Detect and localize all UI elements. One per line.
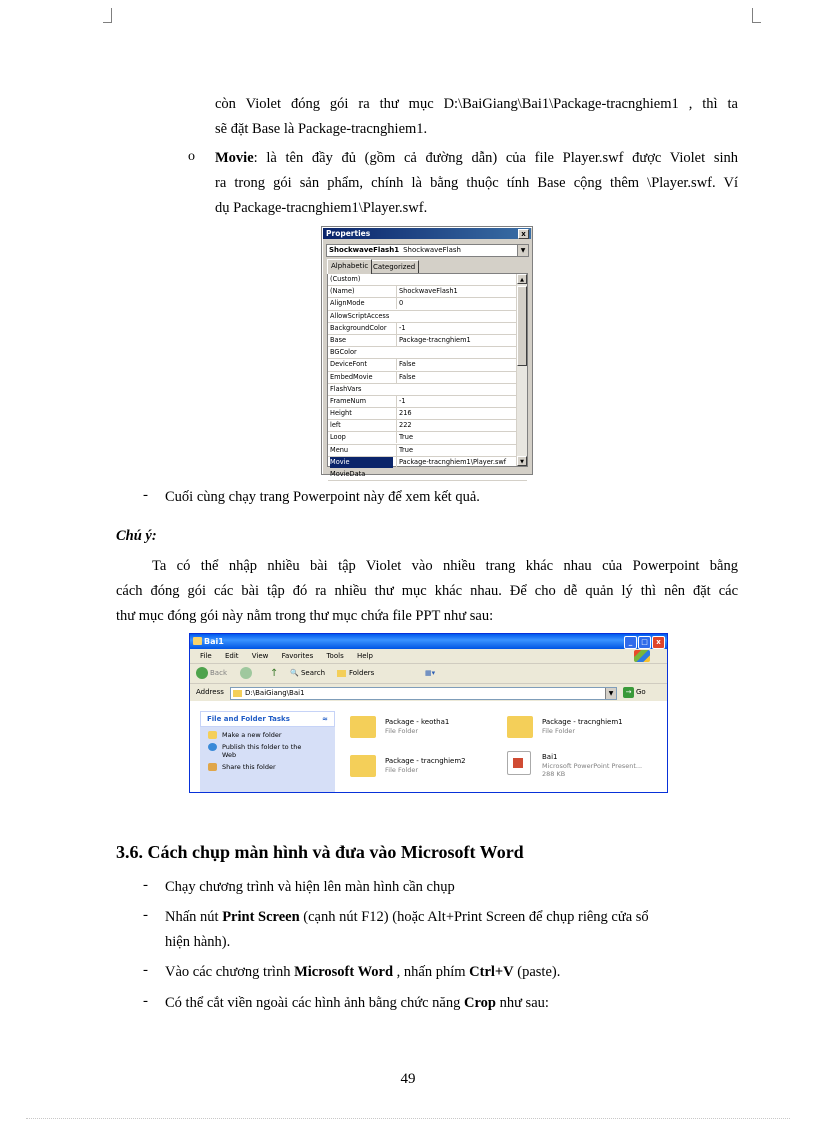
dash-marker: -: [143, 877, 148, 893]
page-edge: [26, 1118, 790, 1119]
property-name: BGColor: [330, 348, 357, 357]
search-icon: 🔍: [290, 669, 299, 677]
explorer-title-bar: Bai1 _ □ x: [190, 634, 667, 649]
menu-view[interactable]: View: [251, 652, 269, 660]
property-name: FrameNum: [330, 396, 367, 405]
file-item[interactable]: Package - tracnghiem1 File Folder: [507, 714, 647, 746]
toolbar: [190, 664, 667, 684]
note-title: Chú ý:: [116, 528, 157, 544]
property-row[interactable]: [328, 286, 527, 298]
object-selector[interactable]: ShockwaveFlash1 ShockwaveFlash ▼: [326, 244, 529, 257]
search-button[interactable]: 🔍 Search: [290, 669, 326, 677]
property-name: MovieData: [330, 470, 366, 478]
forward-arrow-icon: [240, 667, 252, 679]
property-name: AllowScriptAccess: [330, 311, 390, 320]
properties-title-bar: Properties x: [323, 228, 531, 239]
scroll-thumb[interactable]: [517, 286, 527, 366]
views-icon[interactable]: ▦▾: [425, 669, 436, 677]
chevron-down-icon[interactable]: ▼: [517, 245, 528, 256]
property-name: (Custom): [330, 275, 361, 283]
property-name: Menu: [330, 445, 349, 454]
folders-icon: [337, 670, 346, 677]
property-value[interactable]: 0: [396, 298, 511, 309]
close-icon[interactable]: x: [652, 636, 665, 649]
step-2: Nhấn nút Print Screen (cạnh nút F12) (hoặc Alt+Print Screen để chụp riêng cửa sổ: [165, 909, 649, 925]
property-row[interactable]: [328, 298, 527, 310]
explorer-content: [190, 701, 667, 792]
property-row[interactable]: [328, 311, 527, 323]
close-icon[interactable]: x: [518, 229, 529, 239]
movie-line-2: ra trong gói sản phẩm, chính là bằng thuộc tính Base cộng thêm \Player.swf. Ví: [215, 175, 738, 191]
task-panel-header[interactable]: File and Folder Tasks ≈: [200, 711, 335, 727]
folder-icon: [233, 690, 242, 697]
property-name: FlashVars: [330, 384, 362, 393]
property-row[interactable]: [328, 323, 527, 335]
property-value[interactable]: ShockwaveFlash1: [396, 286, 511, 297]
bullet-text: Cuối cùng chạy trang Powerpoint này để xem kết quả.: [165, 489, 480, 505]
task-panel: [200, 711, 335, 792]
menu-tools[interactable]: Tools: [326, 652, 344, 660]
movie-term: Movie: [215, 150, 254, 166]
explorer-window: [189, 633, 668, 793]
property-row[interactable]: [328, 420, 527, 432]
paragraph-line: còn Violet đóng gói ra thư mục D:\BaiGiang\Bai1\Package-tracnghiem1 , thì ta: [215, 96, 738, 112]
folders-button[interactable]: Folders: [335, 664, 374, 683]
property-value[interactable]: 216: [396, 408, 511, 419]
tab-alphabetic[interactable]: Alphabetic: [327, 259, 372, 274]
property-value[interactable]: -1: [396, 396, 511, 407]
back-arrow-icon: [196, 667, 208, 679]
task-share-folder[interactable]: Share this folder: [200, 763, 335, 771]
step-3: Vào các chương trình Microsoft Word , nhấn phím Ctrl+V (paste).: [165, 964, 561, 980]
property-name: Base: [330, 335, 347, 344]
scrollbar[interactable]: [516, 274, 527, 466]
task-make-folder[interactable]: Make a new folder: [200, 731, 335, 739]
properties-window: [321, 226, 533, 478]
property-grid[interactable]: [327, 273, 528, 478]
crop-mark-top-right: [752, 8, 761, 23]
folder-icon: [507, 716, 533, 738]
note-line-2: cách đóng gói các bài tập đó ra nhiều thư mục khác nhau. Để cho dễ quản lý thì nên đặt các: [116, 583, 738, 599]
dash-marker: -: [143, 993, 148, 1009]
property-name: Loop: [330, 433, 346, 442]
file-item[interactable]: Bai1 Microsoft PowerPoint Present... 288 KB: [507, 749, 647, 781]
property-name: Height: [330, 409, 352, 418]
dash-marker: -: [143, 487, 148, 503]
property-value[interactable]: -1: [396, 323, 511, 334]
property-row[interactable]: [328, 359, 527, 371]
property-value[interactable]: Package-tracnghiem1\Player.swf: [396, 457, 511, 468]
scroll-down-icon[interactable]: ▼: [517, 456, 527, 466]
up-folder-icon[interactable]: ↑: [270, 668, 279, 679]
chevron-down-icon[interactable]: ▼: [605, 688, 616, 699]
dash-marker: -: [143, 907, 148, 923]
property-name: DeviceFont: [330, 360, 367, 369]
bullet-marker: o: [188, 149, 195, 164]
property-name: AlignMode: [330, 299, 365, 308]
menu-edit[interactable]: Edit: [224, 652, 239, 660]
property-row[interactable]: [328, 432, 527, 444]
step-1: Chạy chương trình và hiện lên màn hình cần chụp: [165, 879, 455, 895]
section-heading: 3.6. Cách chụp màn hình và đưa vào Microsoft Word: [116, 842, 524, 862]
dash-marker: -: [143, 962, 148, 978]
windows-logo-icon: [634, 650, 650, 662]
property-row[interactable]: [328, 384, 527, 396]
crop-mark-top-left: [103, 8, 112, 23]
property-name: left: [330, 421, 341, 430]
menu-favorites[interactable]: Favorites: [281, 652, 314, 660]
file-item[interactable]: Package - tracnghiem2 File Folder: [350, 753, 490, 785]
property-name: Movie: [330, 457, 393, 468]
property-value[interactable]: False: [396, 359, 511, 370]
address-input[interactable]: D:\BaiGiang\Bai1 ▼: [230, 687, 617, 700]
folder-icon: [350, 755, 376, 777]
property-row[interactable]: [328, 469, 527, 481]
address-label: Address: [196, 688, 224, 696]
task-publish-web[interactable]: Publish this folder to the Web: [200, 743, 307, 759]
minimize-icon[interactable]: _: [624, 636, 637, 649]
property-row[interactable]: [328, 408, 527, 420]
menu-file[interactable]: File: [200, 652, 212, 660]
tab-categorized[interactable]: Categorized: [369, 260, 419, 274]
back-button[interactable]: Back: [196, 664, 227, 683]
page-number: 49: [400, 1071, 416, 1087]
address-bar: [190, 684, 667, 701]
property-name: BackgroundColor: [330, 323, 387, 332]
property-name: (Name): [330, 287, 355, 296]
menu-help[interactable]: Help: [356, 652, 373, 660]
property-name: EmbedMovie: [330, 372, 373, 381]
folder-icon: [193, 637, 202, 645]
property-row[interactable]: [328, 274, 527, 286]
step-4: Có thể cắt viền ngoài các hình ảnh bằng chức năng Crop như sau:: [165, 995, 549, 1011]
note-line-1: Ta có thể nhập nhiều bài tập Violet vào nhiều trang khác nhau của Powerpoint bằng: [152, 558, 738, 574]
property-row[interactable]: [328, 347, 527, 359]
step-2-line-2: hiện hành).: [165, 934, 231, 950]
property-row[interactable]: [328, 335, 527, 347]
maximize-icon[interactable]: □: [638, 636, 651, 649]
collapse-icon[interactable]: ≈: [322, 715, 328, 723]
property-value[interactable]: True: [396, 432, 511, 443]
forward-button[interactable]: [240, 664, 254, 683]
property-row[interactable]: [328, 445, 527, 457]
note-line-3: thư mục đóng gói này nằm trong thư mục chứa file PPT như sau:: [116, 608, 494, 624]
property-row[interactable]: [328, 372, 527, 384]
new-folder-icon: [208, 731, 217, 739]
property-value[interactable]: 222: [396, 420, 511, 431]
property-value[interactable]: True: [396, 445, 511, 456]
paragraph-line: sẽ đặt Base là Package-tracnghiem1.: [215, 121, 428, 137]
powerpoint-file-icon: [507, 751, 531, 775]
movie-line-1: Movie: là tên đầy đủ (gồm cả đường dẫn) của file Player.swf được Violet sinh: [215, 150, 738, 166]
menu-bar: [190, 649, 667, 664]
property-value[interactable]: False: [396, 372, 511, 383]
folder-icon: [350, 716, 376, 738]
property-row[interactable]: [328, 396, 527, 408]
file-item[interactable]: Package - keotha1 File Folder: [350, 714, 490, 746]
property-row[interactable]: [328, 457, 527, 469]
globe-icon: [208, 743, 217, 751]
share-icon: [208, 763, 217, 771]
go-arrow-icon: →: [623, 687, 634, 698]
scroll-up-icon[interactable]: ▲: [517, 274, 527, 284]
go-button[interactable]: → Go: [623, 687, 646, 698]
movie-line-3: dụ Package-tracnghiem1\Player.swf.: [215, 200, 428, 216]
property-value[interactable]: Package-tracnghiem1: [396, 335, 511, 346]
